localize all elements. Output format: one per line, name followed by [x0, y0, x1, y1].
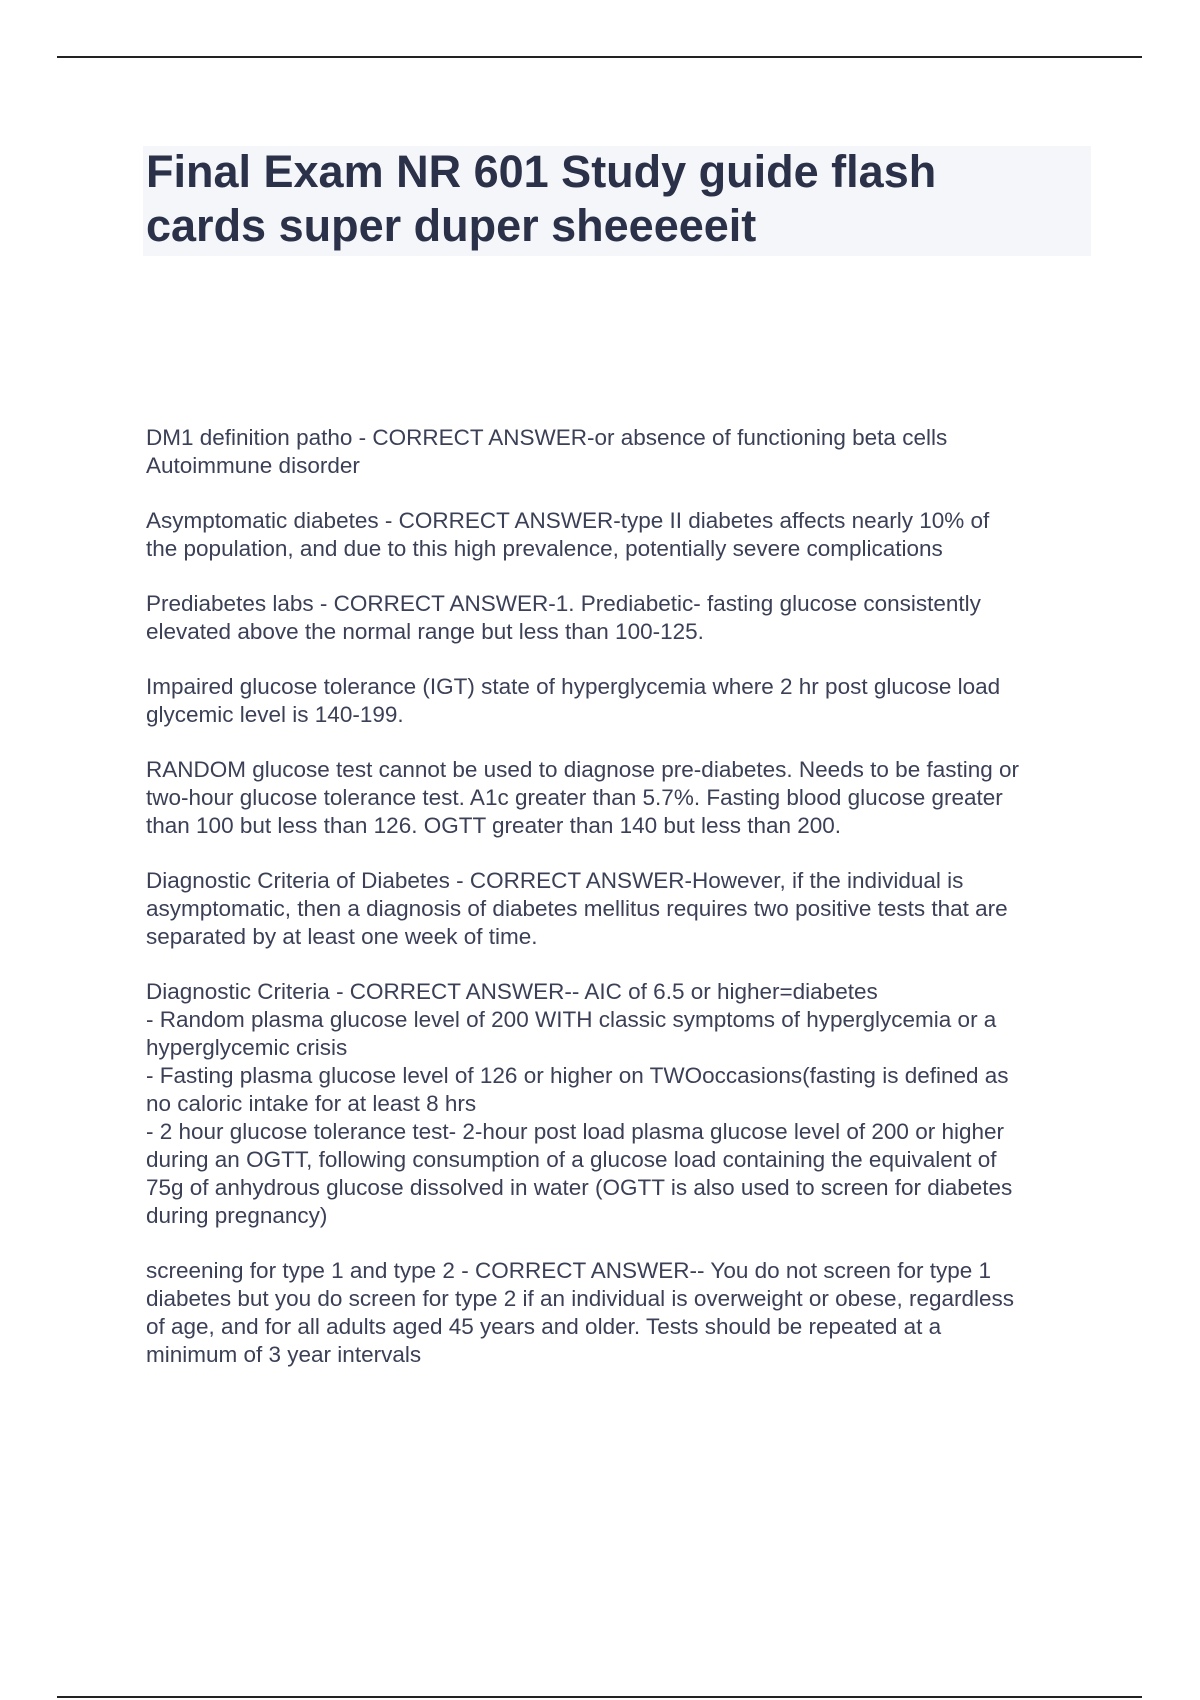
flashcard-random-glucose: [146, 756, 1086, 840]
title-line: cards super duper sheeeeeit: [146, 200, 757, 251]
flashcard-list: [146, 424, 1086, 1396]
card-line: Autoimmune disorder: [146, 453, 360, 478]
footer-rule: [57, 1696, 1142, 1698]
header-rule: [57, 56, 1142, 58]
card-line: separated by at least one week of time.: [146, 924, 538, 949]
flashcard-dm1-definition: [146, 424, 1086, 480]
card-line: - Random plasma glucose level of 200 WITH classic symptoms of hyperglycemia or a: [146, 1007, 997, 1032]
title-line: Final Exam NR 601 Study guide flash: [146, 146, 937, 197]
card-line: Prediabetes labs - CORRECT ANSWER-1. Prediabetic- fasting glucose consistently: [146, 591, 981, 616]
card-line: diabetes but you do screen for type 2 if an individual is overweight or obese, regardless: [146, 1286, 1015, 1311]
page-title: [146, 145, 1046, 253]
card-line: of age, and for all adults aged 45 years and older. Tests should be repeated at a: [146, 1314, 942, 1339]
card-line: hyperglycemic crisis: [146, 1035, 348, 1060]
card-line: screening for type 1 and type 2 - CORRECT ANSWER-- You do not screen for type 1: [146, 1258, 991, 1283]
card-line: elevated above the normal range but less than 100-125.: [146, 619, 704, 644]
card-line: the population, and due to this high prevalence, potentially severe complications: [146, 536, 943, 561]
card-line: RANDOM glucose test cannot be used to diagnose pre-diabetes. Needs to be fasting or: [146, 757, 1020, 782]
flashcard-prediabetes-labs: [146, 590, 1086, 646]
card-line: two-hour glucose tolerance test. A1c greater than 5.7%. Fasting blood glucose greater: [146, 785, 1003, 810]
card-line: - Fasting plasma glucose level of 126 or higher on TWOoccasions(fasting is defined as: [146, 1063, 1009, 1088]
flashcard-diagnostic-criteria-diabetes: [146, 867, 1086, 951]
card-line: Diagnostic Criteria of Diabetes - CORRECT ANSWER-However, if the individual is: [146, 868, 964, 893]
card-line: glycemic level is 140-199.: [146, 702, 404, 727]
card-line: no caloric intake for at least 8 hrs: [146, 1091, 477, 1116]
flashcard-diagnostic-criteria: [146, 978, 1086, 1230]
card-line: than 100 but less than 126. OGTT greater than 140 but less than 200.: [146, 813, 842, 838]
flashcard-asymptomatic-diabetes: [146, 507, 1086, 563]
flashcard-screening: [146, 1257, 1086, 1369]
card-line: Impaired glucose tolerance (IGT) state of hyperglycemia where 2 hr post glucose load: [146, 674, 1001, 699]
card-line: during an OGTT, following consumption of a glucose load containing the equivalent of: [146, 1147, 997, 1172]
card-line: Diagnostic Criteria - CORRECT ANSWER-- AIC of 6.5 or higher=diabetes: [146, 979, 878, 1004]
card-line: DM1 definition patho - CORRECT ANSWER-or absence of functioning beta cells: [146, 425, 948, 450]
card-line: during pregnancy): [146, 1203, 328, 1228]
flashcard-impaired-glucose-tolerance: [146, 673, 1086, 729]
card-line: Asymptomatic diabetes - CORRECT ANSWER-type II diabetes affects nearly 10% of: [146, 508, 990, 533]
card-line: minimum of 3 year intervals: [146, 1342, 422, 1367]
card-line: 75g of anhydrous glucose dissolved in water (OGTT is also used to screen for diabetes: [146, 1175, 1013, 1200]
card-line: - 2 hour glucose tolerance test- 2-hour post load plasma glucose level of 200 or higher: [146, 1119, 1004, 1144]
card-line: asymptomatic, then a diagnosis of diabetes mellitus requires two positive tests that are: [146, 896, 1008, 921]
